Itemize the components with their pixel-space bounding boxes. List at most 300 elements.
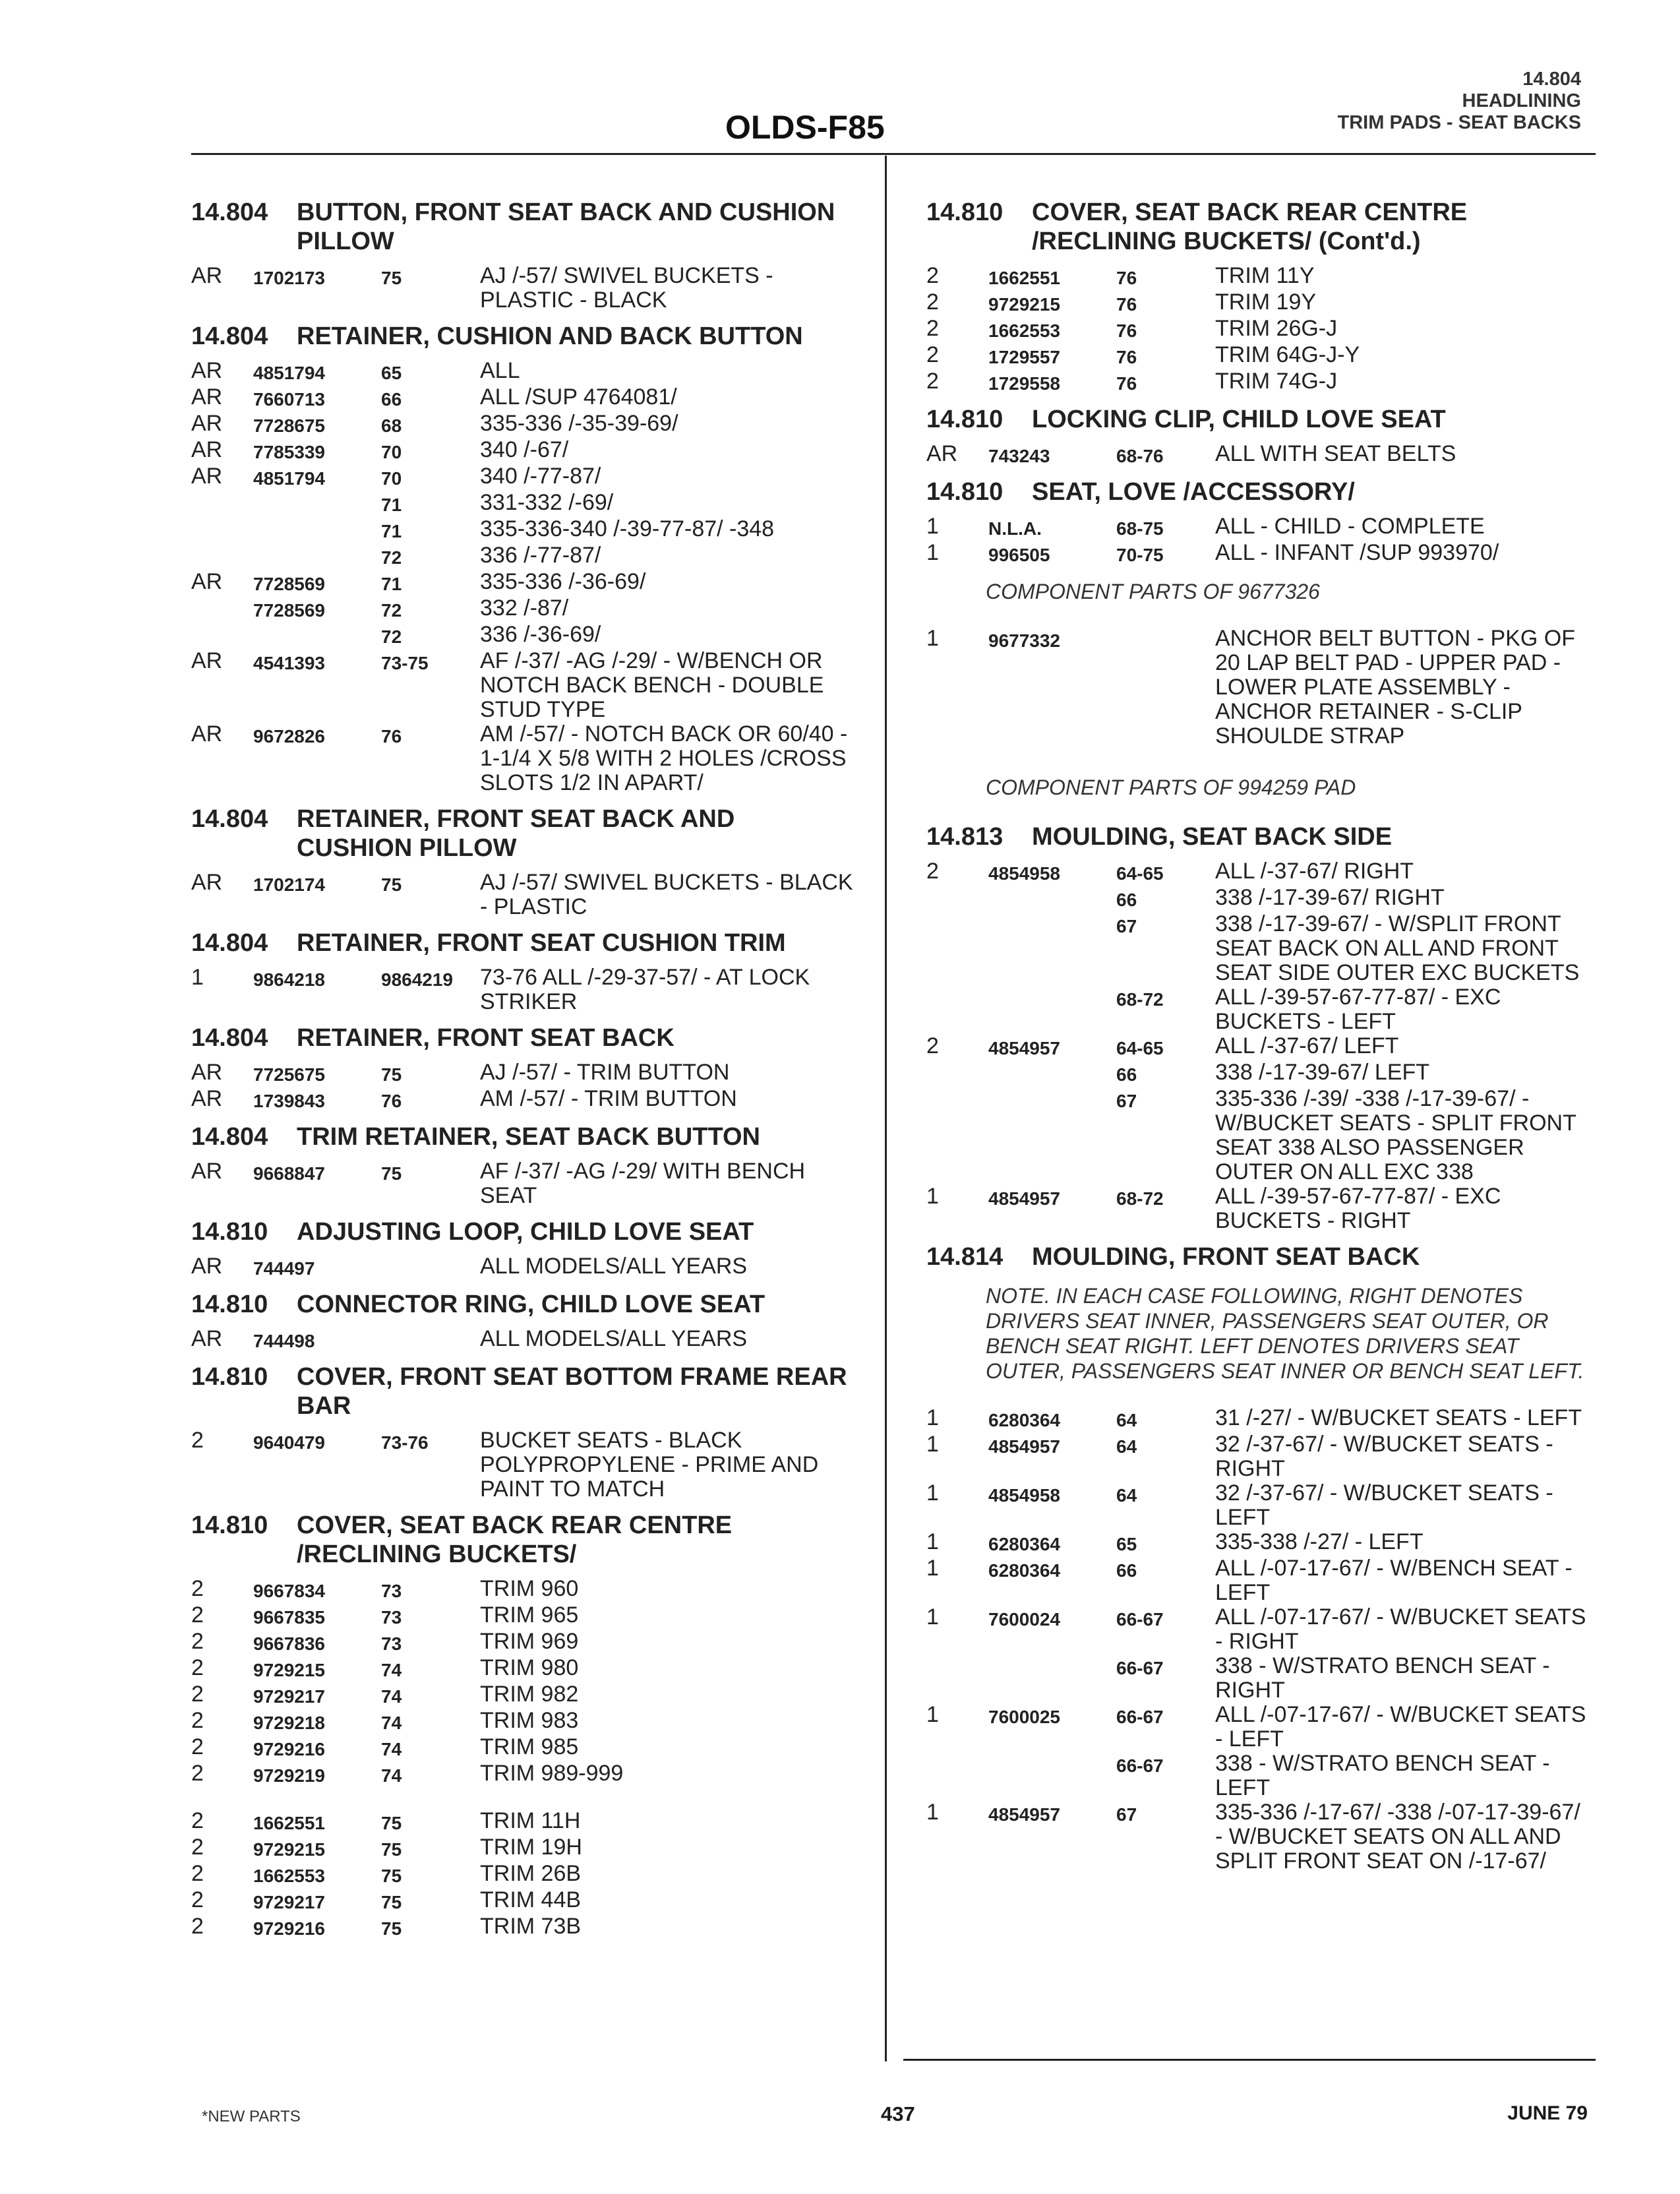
qty-cell: 1 <box>926 1702 939 1727</box>
part-number-cell: 9729218 <box>253 1713 326 1733</box>
table-row <box>191 491 857 517</box>
year-cell: 65 <box>1116 1534 1137 1554</box>
qty-cell: 1 <box>926 1556 939 1581</box>
part-number-cell: 9729215 <box>253 1839 326 1860</box>
footer-note: *NEW PARTS <box>202 2108 301 2125</box>
description-cell: ALL MODELS/ALL YEARS <box>480 1326 748 1351</box>
description-cell: TRIM 960 <box>480 1576 579 1601</box>
part-number-cell: 4854958 <box>988 863 1061 884</box>
description-cell: ALL /-07-17-67/ - W/BUCKET SEATS - LEFT <box>1215 1702 1586 1752</box>
section-heading <box>191 1217 857 1246</box>
section-heading <box>926 1242 1592 1271</box>
description-cell: ALL - CHILD - COMPLETE <box>1215 514 1485 539</box>
year-cell: 67 <box>1116 1091 1137 1111</box>
qty-cell: 2 <box>191 1835 204 1860</box>
section-heading <box>191 1122 857 1151</box>
part-number-cell: 9729216 <box>253 1918 326 1939</box>
catalog-section <box>926 198 1592 396</box>
qty-cell: 2 <box>191 1808 204 1833</box>
section-note: COMPONENT PARTS OF 9677326 <box>986 580 1320 603</box>
description-cell: ALL <box>480 358 520 383</box>
part-number-cell: 4854957 <box>988 1436 1061 1457</box>
section-title: CONNECTOR RING, CHILD LOVE SEAT <box>297 1291 765 1318</box>
qty-cell: 1 <box>926 1800 939 1825</box>
description-cell: 73-76 ALL /-29-37-57/ - AT LOCK STRIKER <box>480 965 810 1014</box>
year-cell: 75 <box>381 1064 402 1085</box>
part-number-cell: 7600025 <box>988 1707 1061 1727</box>
section-heading <box>926 198 1592 256</box>
part-number-cell: 7660713 <box>253 389 326 410</box>
description-cell: TRIM 26G-J <box>1215 316 1338 341</box>
description-cell: BUCKET SEATS - BLACK POLYPROPYLENE - PRIME AND PAINT TO MATCH <box>480 1428 819 1502</box>
year-cell: 64 <box>1116 1436 1137 1457</box>
table-row <box>191 870 857 919</box>
qty-cell <box>191 596 253 623</box>
description-cell: AM /-57/ - NOTCH BACK OR 60/40 - 1-1/4 X 5/8 WITH 2 HOLES /CROSS SLOTS 1/2 IN APART/ <box>480 721 848 795</box>
description-cell: TRIM 26B <box>480 1861 582 1886</box>
part-number-cell: 9668847 <box>253 1163 326 1184</box>
part-number-cell: 9864218 <box>253 969 326 990</box>
part-number-cell: 4854957 <box>988 1038 1061 1058</box>
table-row <box>191 596 857 623</box>
qty-cell: AR <box>926 441 958 466</box>
description-cell: 336 /-77-87/ <box>480 543 601 568</box>
year-cell: 68-72 <box>1116 1188 1164 1209</box>
year-cell: 73-76 <box>381 1432 429 1453</box>
part-number-cell: 9729215 <box>988 294 1061 315</box>
description-cell: AJ /-57/ - TRIM BUTTON <box>480 1060 730 1085</box>
qty-cell <box>191 623 253 649</box>
part-number-cell: 744498 <box>253 1331 315 1351</box>
section-note: COMPONENT PARTS OF 994259 PAD <box>986 776 1356 799</box>
table-row <box>926 1605 1592 1654</box>
description-cell: 336 /-36-69/ <box>480 622 601 647</box>
part-number-cell: 9729215 <box>253 1660 326 1680</box>
table-row <box>191 1327 857 1353</box>
table-row <box>191 438 857 464</box>
section-number: 14.813 <box>926 823 1004 851</box>
part-number-cell <box>988 1654 1116 1703</box>
qty-cell: AR <box>191 870 223 895</box>
table-row <box>926 1087 1592 1184</box>
section-number: 14.810 <box>191 1291 268 1318</box>
description-cell: TRIM 64G-J-Y <box>1215 342 1360 367</box>
catalog-section <box>191 1122 857 1208</box>
table-row <box>191 517 857 543</box>
table-row <box>191 1254 857 1281</box>
table-row <box>926 317 1592 343</box>
column-divider <box>885 156 887 2061</box>
table-row <box>926 626 1592 748</box>
header-line1: HEADLINING <box>1462 90 1581 111</box>
section-number: 14.804 <box>191 1024 268 1052</box>
table-row <box>926 985 1592 1034</box>
year-cell: 74 <box>381 1739 402 1759</box>
year-cell: 64-65 <box>1116 863 1164 884</box>
catalog-section <box>191 322 857 795</box>
description-cell: ANCHOR BELT BUTTON - PKG OF 20 LAP BELT PAD - UPPER PAD - LOWER PLATE ASSEMBLY - ANCHOR RETAINER - S-CLIP SHOULDE STRAP <box>1215 626 1575 748</box>
qty-cell <box>191 543 253 570</box>
part-number-cell: 4851794 <box>253 468 326 489</box>
description-cell: ALL - INFANT /SUP 993970/ <box>1215 540 1499 565</box>
year-cell: 72 <box>381 626 402 647</box>
part-number-cell: 1729557 <box>988 347 1061 367</box>
description-cell: 335-336 /-36-69/ <box>480 569 646 594</box>
description-cell: AF /-37/ -AG /-29/ WITH BENCH SEAT <box>480 1159 806 1208</box>
section-title: COVER, FRONT SEAT BOTTOM FRAME REAR BAR <box>297 1363 847 1420</box>
part-number-cell: 9729219 <box>253 1765 326 1786</box>
qty-cell: AR <box>191 569 223 594</box>
year-cell: 70-75 <box>1116 545 1164 565</box>
table-row <box>191 1761 857 1788</box>
qty-cell: 1 <box>191 965 204 990</box>
qty-cell: 2 <box>191 1576 204 1601</box>
year-cell: 66-67 <box>1116 1707 1164 1727</box>
description-cell: TRIM 980 <box>480 1655 579 1680</box>
table-row <box>926 1530 1592 1556</box>
description-cell: TRIM 19H <box>480 1835 582 1860</box>
year-cell: 68-76 <box>1116 446 1164 466</box>
table-row <box>191 1735 857 1761</box>
qty-cell: 2 <box>191 1861 204 1886</box>
description-cell: 332 /-87/ <box>480 595 569 621</box>
part-number-cell: 9729216 <box>253 1739 326 1759</box>
part-number-cell: 1662553 <box>253 1866 326 1886</box>
qty-cell <box>191 517 253 543</box>
year-cell: 66-67 <box>1116 1609 1164 1630</box>
description-cell: ALL /-39-57-67-77-87/ - EXC BUCKETS - LEFT <box>1215 985 1501 1034</box>
year-cell: 64 <box>1116 1485 1137 1506</box>
section-title: ADJUSTING LOOP, CHILD LOVE SEAT <box>297 1218 754 1246</box>
year-cell <box>381 1254 480 1281</box>
part-number-cell: 743243 <box>988 446 1050 466</box>
qty-cell: 2 <box>926 316 939 341</box>
qty-cell: 1 <box>926 1604 939 1630</box>
qty-cell: 2 <box>926 1033 939 1058</box>
qty-cell: 2 <box>926 342 939 367</box>
qty-cell <box>926 1752 988 1800</box>
section-heading <box>191 322 857 351</box>
year-cell: 76 <box>1116 268 1137 288</box>
description-cell: TRIM 44B <box>480 1887 582 1912</box>
part-number-cell: 9667836 <box>253 1633 326 1654</box>
part-number-cell: 1702174 <box>253 874 326 895</box>
year-cell: 67 <box>1116 916 1137 936</box>
description-cell: TRIM 74G-J <box>1215 369 1338 394</box>
qty-cell: AR <box>191 1159 223 1184</box>
table-row <box>926 290 1592 317</box>
part-number-cell: 9667835 <box>253 1607 326 1628</box>
year-cell: 71 <box>381 574 402 594</box>
section-number: 14.804 <box>191 322 268 350</box>
year-cell: 66 <box>381 389 402 410</box>
part-number-cell: 7600024 <box>988 1609 1061 1630</box>
table-row <box>926 1703 1592 1752</box>
part-number-cell: 4854958 <box>988 1485 1061 1506</box>
table-row <box>191 1159 857 1208</box>
part-number-cell: 4851794 <box>253 363 326 383</box>
year-cell: 66-67 <box>1116 1755 1164 1776</box>
table-row <box>926 264 1592 290</box>
description-cell: ALL /-39-57-67-77-87/ - EXC BUCKETS - RIGHT <box>1215 1184 1501 1233</box>
catalog-section <box>926 1242 1592 1874</box>
section-number: 14.804 <box>191 1123 268 1151</box>
table-row <box>191 1888 857 1914</box>
table-row <box>191 385 857 411</box>
qty-cell: AR <box>191 1086 223 1111</box>
year-cell <box>1116 626 1215 748</box>
section-number: 14.810 <box>926 198 1004 226</box>
section-number: 14.804 <box>191 198 268 226</box>
year-cell: 75 <box>381 874 402 895</box>
part-number-cell <box>988 886 1116 912</box>
table-row <box>191 1709 857 1735</box>
year-cell: 66 <box>1116 1064 1137 1085</box>
left-column <box>191 191 857 1950</box>
table-row <box>191 649 857 722</box>
table-row <box>191 1577 857 1603</box>
qty-cell: 2 <box>926 289 939 315</box>
year-cell: 76 <box>381 726 402 747</box>
description-cell: 340 /-67/ <box>480 437 569 462</box>
table-row <box>926 1406 1592 1432</box>
page-title: OLDS-F85 <box>725 109 885 146</box>
part-number-cell: 7728675 <box>253 415 326 436</box>
header-right <box>1338 69 1581 134</box>
year-cell: 75 <box>381 1892 402 1912</box>
section-note: NOTE. IN EACH CASE FOLLOWING, RIGHT DENOTES DRIVERS SEAT INNER, PASSENGERS SEAT OUTER, OR BENCH SEAT RIGHT. LEFT DENOTES DRIVERS SEAT OUTER, PASSENGERS SEAT INNER OR BENCH SEAT LEFT. <box>986 1284 1584 1383</box>
year-cell <box>381 1327 480 1353</box>
table-row <box>191 1835 857 1862</box>
section-heading <box>191 805 857 863</box>
year-cell: 73 <box>381 1633 402 1654</box>
table-row <box>191 1603 857 1630</box>
part-number-cell: 1729558 <box>988 373 1061 394</box>
part-number-cell: 1739843 <box>253 1091 326 1111</box>
part-number-cell: 9667834 <box>253 1581 326 1601</box>
part-number-cell: 4854957 <box>988 1188 1061 1209</box>
qty-cell <box>926 1060 988 1087</box>
section-number: 14.810 <box>191 1363 268 1391</box>
year-cell: 76 <box>1116 320 1137 341</box>
description-cell: 338 /-17-39-67/ RIGHT <box>1215 885 1445 910</box>
top-rule <box>191 153 1596 155</box>
year-cell: 74 <box>381 1686 402 1707</box>
year-cell: 71 <box>381 495 402 515</box>
qty-cell: 1 <box>926 1184 939 1209</box>
qty-cell: 2 <box>191 1655 204 1680</box>
part-number-cell: 1662551 <box>253 1813 326 1833</box>
section-title: RETAINER, CUSHION AND BACK BUTTON <box>297 322 803 350</box>
section-number: 14.810 <box>926 406 1004 433</box>
part-number-cell: 9672826 <box>253 726 326 747</box>
qty-cell: 2 <box>191 1682 204 1707</box>
description-cell: TRIM 965 <box>480 1602 579 1628</box>
catalog-section <box>191 1290 857 1353</box>
catalog-section <box>926 477 1592 800</box>
year-cell: 72 <box>381 600 402 621</box>
catalog-section <box>191 1362 857 1502</box>
part-number-cell: 9729217 <box>253 1686 326 1707</box>
year-cell: 66-67 <box>1116 1658 1164 1678</box>
qty-cell: 1 <box>926 1480 939 1506</box>
description-cell: ALL WITH SEAT BELTS <box>1215 441 1456 466</box>
description-cell: TRIM 73B <box>480 1914 582 1939</box>
description-cell: 335-336-340 /-39-77-87/ -348 <box>480 516 775 541</box>
year-cell: 76 <box>381 1091 402 1111</box>
part-number-cell: 9729217 <box>253 1892 326 1912</box>
year-cell: 70 <box>381 468 402 489</box>
table-row <box>191 1060 857 1087</box>
year-cell: 76 <box>1116 373 1137 394</box>
catalog-section <box>191 198 857 313</box>
table-row <box>191 623 857 649</box>
description-cell: TRIM 11H <box>480 1808 581 1833</box>
section-title: RETAINER, FRONT SEAT CUSHION TRIM <box>297 929 786 957</box>
section-title: COVER, SEAT BACK REAR CENTRE /RECLINING BUCKETS/ <box>297 1511 733 1568</box>
part-number-cell: 7725675 <box>253 1064 326 1085</box>
description-cell: AJ /-57/ SWIVEL BUCKETS - PLASTIC - BLACK <box>480 263 773 313</box>
description-cell: ALL /-07-17-67/ - W/BUCKET SEATS - RIGHT <box>1215 1604 1586 1654</box>
description-cell: 32 /-37-67/ - W/BUCKET SEATS - LEFT <box>1215 1480 1553 1530</box>
part-number-cell: 7728569 <box>253 574 326 594</box>
qty-cell: 2 <box>191 1708 204 1733</box>
year-cell: 64-65 <box>1116 1038 1164 1058</box>
section-number: 14.804 <box>191 929 268 957</box>
section-heading <box>926 405 1592 434</box>
table-row <box>926 541 1592 567</box>
year-cell: 74 <box>381 1765 402 1786</box>
table-row <box>191 1682 857 1709</box>
qty-cell: 2 <box>191 1428 204 1453</box>
year-cell: 72 <box>381 547 402 568</box>
qty-cell: 1 <box>926 514 939 539</box>
part-number-cell: 6280364 <box>988 1534 1061 1554</box>
description-cell: AJ /-57/ SWIVEL BUCKETS - BLACK - PLASTIC <box>480 870 853 919</box>
section-title: LOCKING CLIP, CHILD LOVE SEAT <box>1032 406 1446 433</box>
year-cell: 66 <box>1116 890 1137 910</box>
section-heading <box>191 1511 857 1569</box>
qty-cell: AR <box>191 384 223 410</box>
year-cell: 75 <box>381 1918 402 1939</box>
right-column <box>926 191 1592 1883</box>
year-cell: 67 <box>1116 1804 1137 1825</box>
qty-cell: 2 <box>926 859 939 884</box>
description-cell: ALL MODELS/ALL YEARS <box>480 1254 748 1279</box>
table-row <box>191 543 857 570</box>
qty-cell: 1 <box>926 1529 939 1554</box>
table-row <box>926 886 1592 912</box>
table-row <box>191 1428 857 1502</box>
table-row <box>926 1060 1592 1087</box>
year-cell: 74 <box>381 1660 402 1680</box>
description-cell: 335-336 /-35-39-69/ <box>480 411 678 436</box>
part-number-cell: 6280364 <box>988 1560 1061 1581</box>
part-number-cell: 996505 <box>988 545 1050 565</box>
qty-cell: AR <box>191 1060 223 1085</box>
section-heading <box>191 929 857 958</box>
part-number-cell: 9677332 <box>988 630 1061 651</box>
year-cell: 74 <box>381 1713 402 1733</box>
qty-cell: AR <box>191 464 223 489</box>
catalog-section <box>191 929 857 1014</box>
part-number-cell: 1662553 <box>988 320 1061 341</box>
bottom-rule <box>903 2059 1596 2061</box>
section-heading <box>191 1023 857 1052</box>
description-cell: ALL /-37-67/ RIGHT <box>1215 859 1414 884</box>
qty-cell: 2 <box>926 263 939 288</box>
description-cell: 335-336 /-17-67/ -338 /-07-17-39-67/ - W/BUCKET SEATS ON ALL AND SPLIT FRONT SEAT ON /-17-67/ <box>1215 1800 1580 1874</box>
qty-cell: 2 <box>926 369 939 394</box>
qty-cell <box>926 985 988 1034</box>
qty-cell: 2 <box>191 1734 204 1759</box>
year-cell: 70 <box>381 442 402 462</box>
table-row <box>926 1034 1592 1060</box>
year-cell: 75 <box>381 268 402 288</box>
table-row <box>191 965 857 1014</box>
description-cell: 338 /-17-39-67/ - W/SPLIT FRONT SEAT BACK ON ALL AND FRONT SEAT SIDE OUTER EXC BUCKETS <box>1215 911 1580 985</box>
header-line2: TRIM PADS - SEAT BACKS <box>1337 112 1581 133</box>
catalog-section <box>191 805 857 919</box>
section-title: MOULDING, FRONT SEAT BACK <box>1032 1243 1420 1271</box>
year-cell: 68 <box>381 415 402 436</box>
catalog-section <box>191 1217 857 1281</box>
qty-cell <box>926 886 988 912</box>
part-number-cell <box>988 1060 1116 1087</box>
year-cell: 68-75 <box>1116 518 1164 539</box>
part-number-cell: 7785339 <box>253 442 326 462</box>
part-number-cell: 1702173 <box>253 268 326 288</box>
qty-cell: AR <box>191 437 223 462</box>
part-number-cell <box>253 517 381 543</box>
table-row <box>191 1862 857 1888</box>
table-row <box>191 722 857 795</box>
qty-cell: 2 <box>191 1761 204 1786</box>
description-cell: 335-338 /-27/ - LEFT <box>1215 1529 1424 1554</box>
qty-cell: AR <box>191 1326 223 1351</box>
section-title: RETAINER, FRONT SEAT BACK AND CUSHION PILLOW <box>297 805 735 862</box>
part-number-cell: N.L.A. <box>988 518 1042 539</box>
description-cell: 31 /-27/ - W/BUCKET SEATS - LEFT <box>1215 1405 1582 1430</box>
section-heading <box>926 822 1592 851</box>
description-cell: 32 /-37-67/ - W/BUCKET SEATS - RIGHT <box>1215 1432 1553 1481</box>
section-heading <box>191 1362 857 1420</box>
table-row <box>191 264 857 313</box>
description-cell: AM /-57/ - TRIM BUTTON <box>480 1086 737 1111</box>
part-number-cell: 4541393 <box>253 653 326 673</box>
part-number-cell: 7728569 <box>253 600 326 621</box>
qty-cell: AR <box>191 648 223 673</box>
description-cell: TRIM 985 <box>480 1734 579 1759</box>
catalog-section <box>191 1511 857 1941</box>
table-row <box>926 1184 1592 1233</box>
description-cell: TRIM 969 <box>480 1629 579 1654</box>
section-heading <box>191 198 857 256</box>
qty-cell: AR <box>191 1254 223 1279</box>
section-title: TRIM RETAINER, SEAT BACK BUTTON <box>297 1123 760 1151</box>
section-number: 14.804 <box>191 805 268 833</box>
description-cell: 338 - W/STRATO BENCH SEAT - RIGHT <box>1215 1653 1550 1703</box>
year-cell: 76 <box>1116 294 1137 315</box>
qty-cell <box>191 491 253 517</box>
description-cell: TRIM 11Y <box>1215 263 1315 288</box>
table-row <box>926 343 1592 369</box>
table-row <box>926 1654 1592 1703</box>
part-number-cell: 6280364 <box>988 1410 1061 1430</box>
part-number-cell <box>988 912 1116 985</box>
catalog-section <box>926 822 1592 1233</box>
table-row <box>926 1481 1592 1530</box>
